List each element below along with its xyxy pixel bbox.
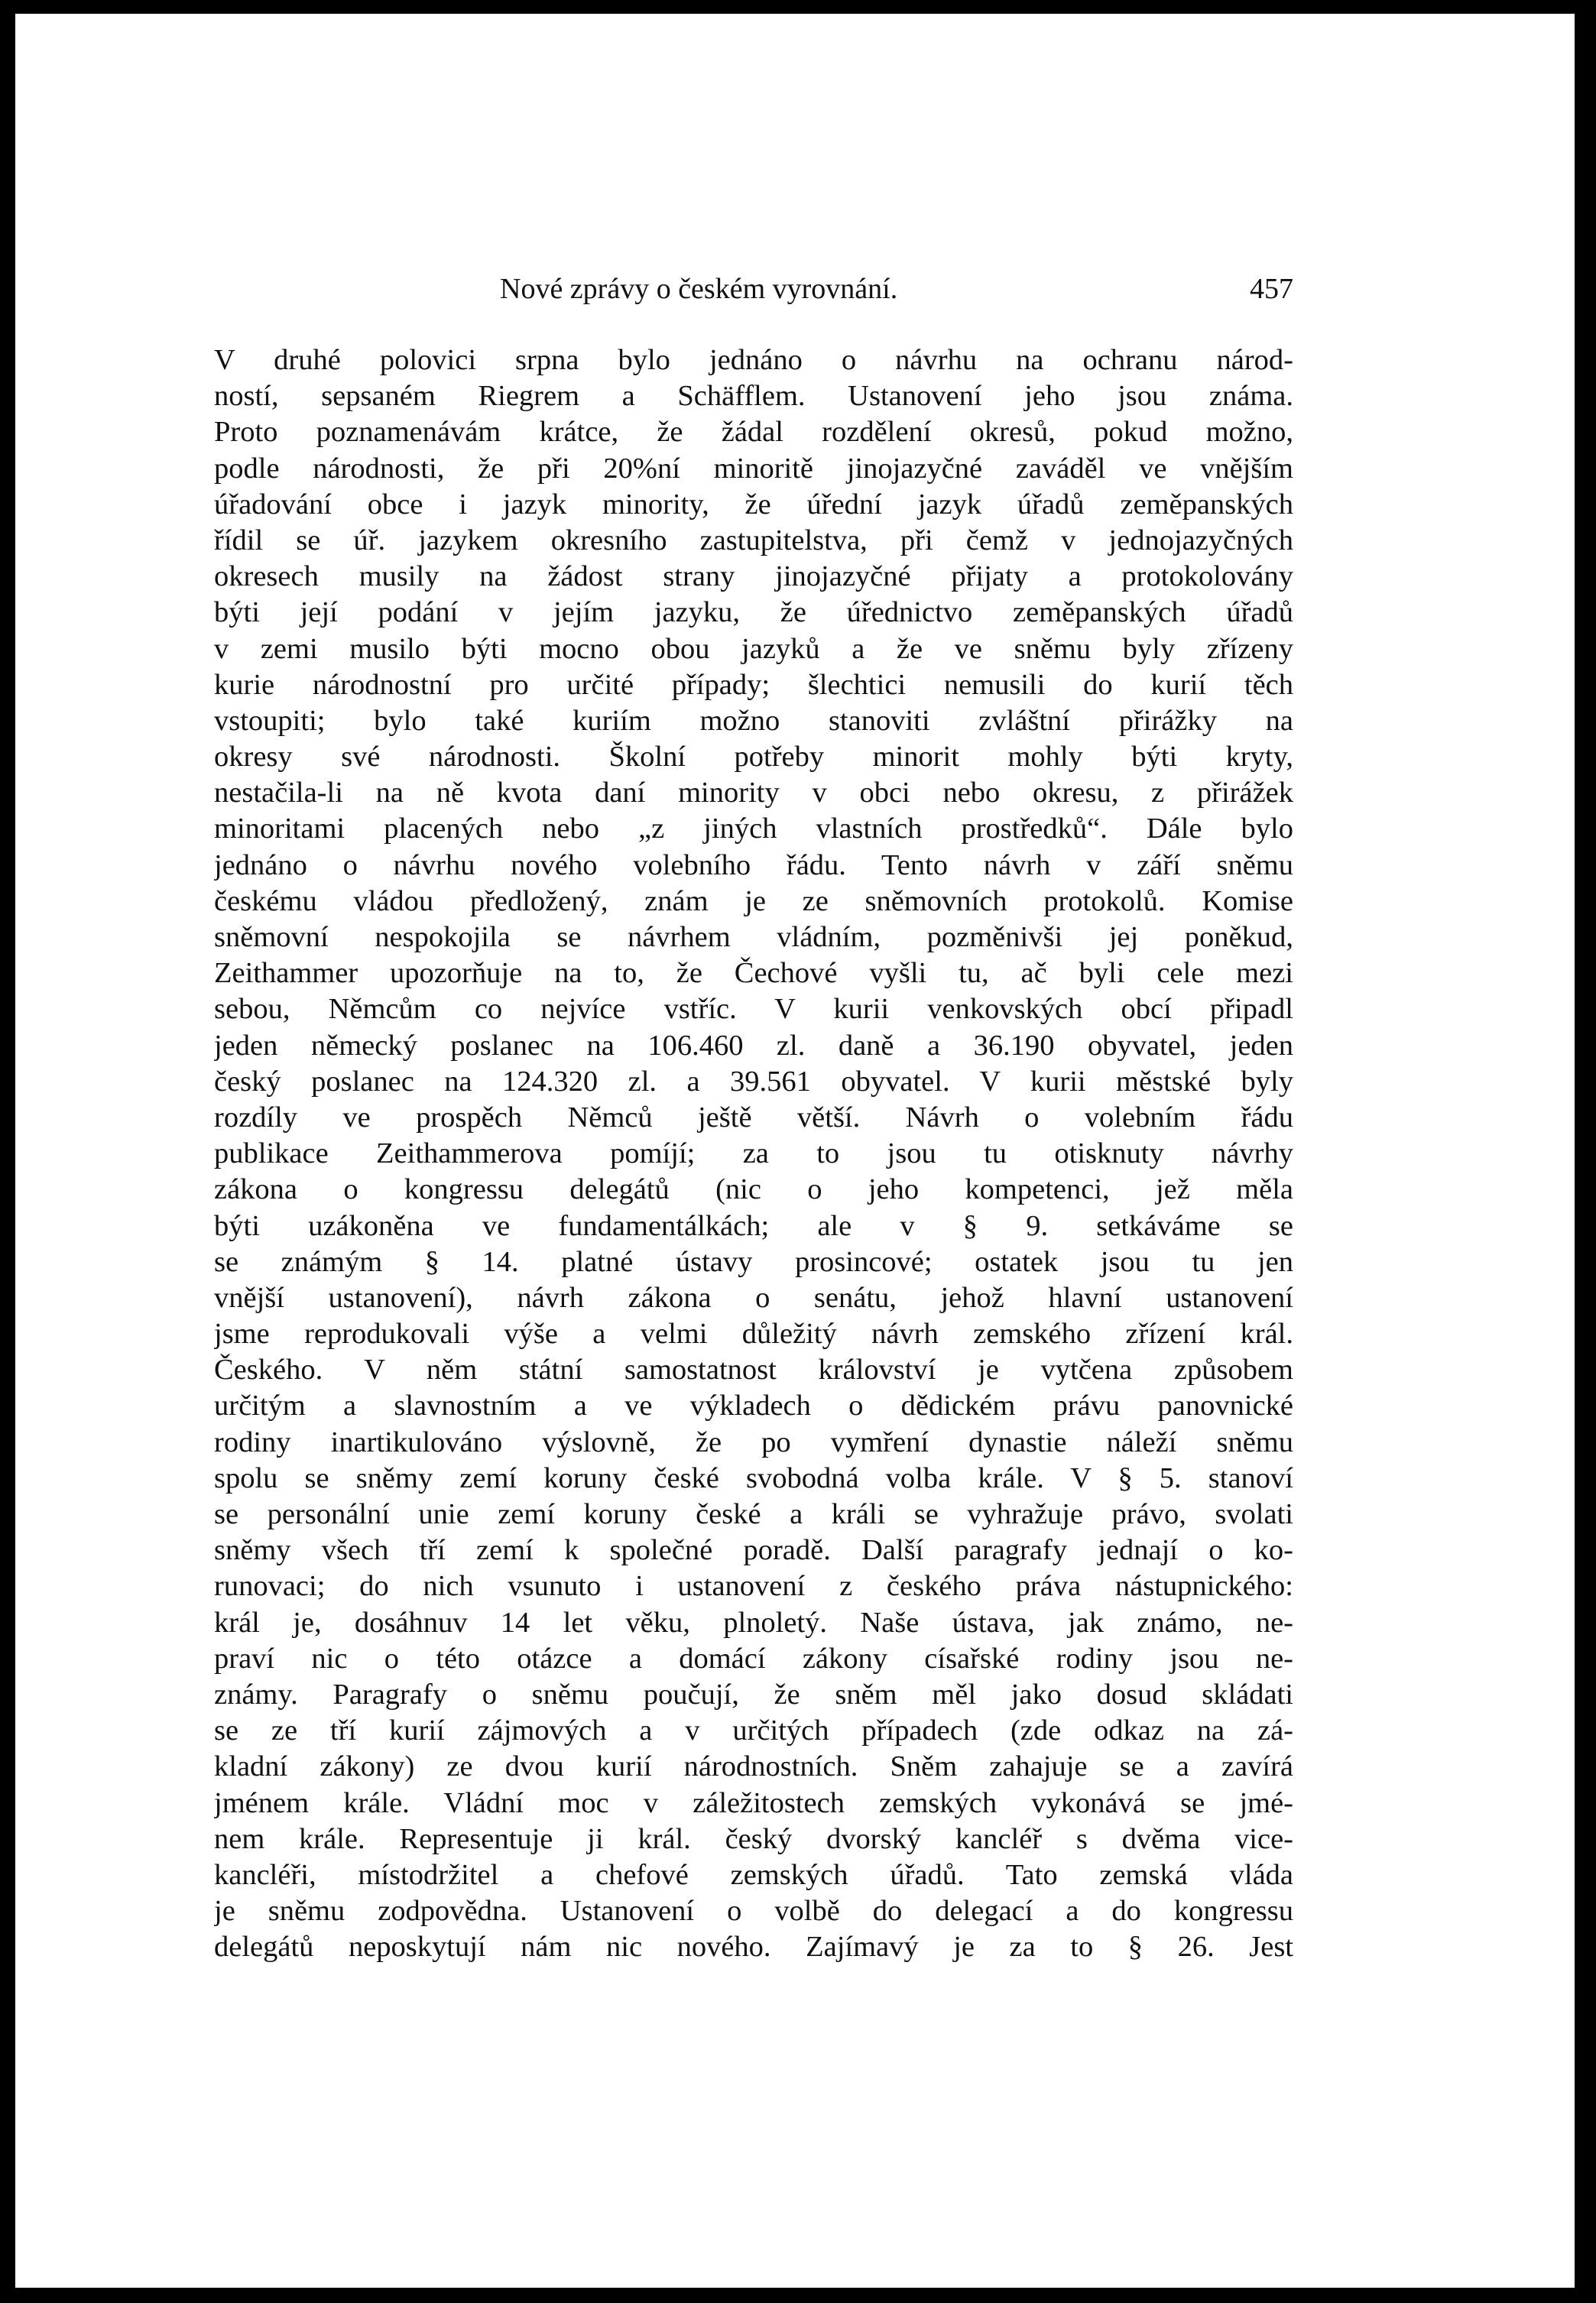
text-line: nem krále. Representuje ji král. český dvorský kancléř s dvěma vice- bbox=[214, 1822, 1293, 1855]
text-line: sněmy všech tří zemí k společné poradě. Další paragrafy jednají o ko- bbox=[214, 1534, 1293, 1567]
text-line: ností, sepsaném Riegrem a Schäfflem. Ustanovení jeho jsou známa. bbox=[214, 380, 1293, 413]
text-line: český poslanec na 124.320 zl. a 39.561 obyvatel. V kurii městské byly bbox=[214, 1065, 1293, 1098]
text-line: vstoupiti; bylo také kuriím možno stanoviti zvláštní přirážky na bbox=[214, 704, 1293, 737]
text-line: okresy své národnosti. Školní potřeby minorit mohly býti kryty, bbox=[214, 741, 1293, 774]
page-number: 457 bbox=[1250, 273, 1293, 305]
text-line: sněmovní nespokojila se návrhem vládním, pozměnivši jej poněkud, bbox=[214, 921, 1293, 953]
text-line: určitým a slavnostním a ve výkladech o dědickém právu panovnické bbox=[214, 1390, 1293, 1422]
text-line: sebou, Němcům co nejvíce vstříc. V kurii venkovských obcí připadl bbox=[214, 993, 1293, 1026]
text-line: publikace Zeithammerova pomíjí; za to jsou tu otisknuty návrhy bbox=[214, 1137, 1293, 1170]
text-line: minoritami placených nebo „z jiných vlastních prostředků“. Dále bylo bbox=[214, 813, 1293, 845]
running-title: Nové zprávy o českém vyrovnání. bbox=[500, 273, 898, 305]
text-line: král je, dosáhnuv 14 let věku, plnoletý. Naše ústava, jak známo, ne- bbox=[214, 1606, 1293, 1639]
text-line: jsme reprodukovali výše a velmi důležitý návrh zemského zřízení král. bbox=[214, 1318, 1293, 1351]
text-line: spolu se sněmy zemí koruny české svobodná volba krále. V § 5. stanoví bbox=[214, 1461, 1293, 1494]
text-line: zákona o kongressu delegátů (nic o jeho kompetenci, jež měla bbox=[214, 1173, 1293, 1206]
text-line: Českého. V něm státní samostatnost království je vytčena způsobem bbox=[214, 1354, 1293, 1387]
text-line: býti uzákoněna ve fundamentálkách; ale v § 9. setkáváme se bbox=[214, 1209, 1293, 1242]
text-line: v zemi musilo býti mocno obou jazyků a že ve sněmu byly zřízeny bbox=[214, 632, 1293, 665]
text-line: známy. Paragrafy o sněmu poučují, že sněm měl jako dosud skládati bbox=[214, 1678, 1293, 1711]
text-line: se známým § 14. platné ústavy prosincové; ostatek jsou tu jen bbox=[214, 1245, 1293, 1278]
page-header bbox=[214, 272, 1293, 318]
text-line: kurie národnostní pro určité případy; šlechtici nemusili do kurií těch bbox=[214, 668, 1293, 701]
text-line: kancléři, místodržitel a chefové zemských úřadů. Tato zemská vláda bbox=[214, 1858, 1293, 1891]
text-line: runovaci; do nich vsunuto i ustanovení z českého práva nástupnického: bbox=[214, 1570, 1293, 1603]
text-line: Proto poznamenávám krátce, že žádal rozdělení okresů, pokud možno, bbox=[214, 416, 1293, 449]
text-line: delegátů neposkytují nám nic nového. Zajímavý je za to § 26. Jest bbox=[214, 1931, 1293, 1964]
text-line: řídil se úř. jazykem okresního zastupitelstva, při čemž v jednojazyčných bbox=[214, 524, 1293, 556]
text-line: jeden německý poslanec na 106.460 zl. daně a 36.190 obyvatel, jeden bbox=[214, 1029, 1293, 1062]
text-line: se personální unie zemí koruny české a králi se vyhražuje právo, svolati bbox=[214, 1498, 1293, 1530]
text-line: se ze tří kurií zájmových a v určitých případech (zde odkaz na zá- bbox=[214, 1714, 1293, 1747]
text-line: je sněmu zodpovědna. Ustanovení o volbě do delegací a do kongressu bbox=[214, 1895, 1293, 1928]
book-page bbox=[15, 14, 1575, 2288]
text-line: českému vládou předložený, znám je ze sněmovních protokolů. Komise bbox=[214, 884, 1293, 917]
text-line: kladní zákony) ze dvou kurií národnostních. Sněm zahajuje se a zavírá bbox=[214, 1750, 1293, 1783]
text-line: praví nic o této otázce a domácí zákony císařské rodiny jsou ne- bbox=[214, 1642, 1293, 1675]
text-line: rodiny inartikulováno výslovně, že po vymření dynastie náleží sněmu bbox=[214, 1426, 1293, 1458]
text-line: býti její podání v jejím jazyku, že úřednictvo zeměpanských úřadů bbox=[214, 596, 1293, 629]
text-line: podle národnosti, že při 20%ní minoritě jinojazyčné zaváděl ve vnějším bbox=[214, 452, 1293, 485]
text-line: jednáno o návrhu nového volebního řádu. Tento návrh v září sněmu bbox=[214, 848, 1293, 881]
text-line: V druhé polovici srpna bylo jednáno o návrhu na ochranu národ- bbox=[214, 344, 1293, 376]
text-line: úřadování obce i jazyk minority, že úřední jazyk úřadů zeměpanských bbox=[214, 488, 1293, 521]
text-line: rozdíly ve prospěch Němců ještě větší. Návrh o volebním řádu bbox=[214, 1101, 1293, 1134]
text-line: Zeithammer upozorňuje na to, že Čechové vyšli tu, ač byli cele mezi bbox=[214, 957, 1293, 990]
text-line: nestačila-li na ně kvota daní minority v obci nebo okresu, z přirážek bbox=[214, 777, 1293, 809]
text-line: okresech musily na žádost strany jinojazyčné přijaty a protokolovány bbox=[214, 560, 1293, 593]
body-text bbox=[214, 342, 1293, 1965]
text-line: jménem krále. Vládní moc v záležitostech zemských vykonává se jmé- bbox=[214, 1786, 1293, 1819]
text-line: vnější ustanovení), návrh zákona o senátu, jehož hlavní ustanovení bbox=[214, 1281, 1293, 1314]
